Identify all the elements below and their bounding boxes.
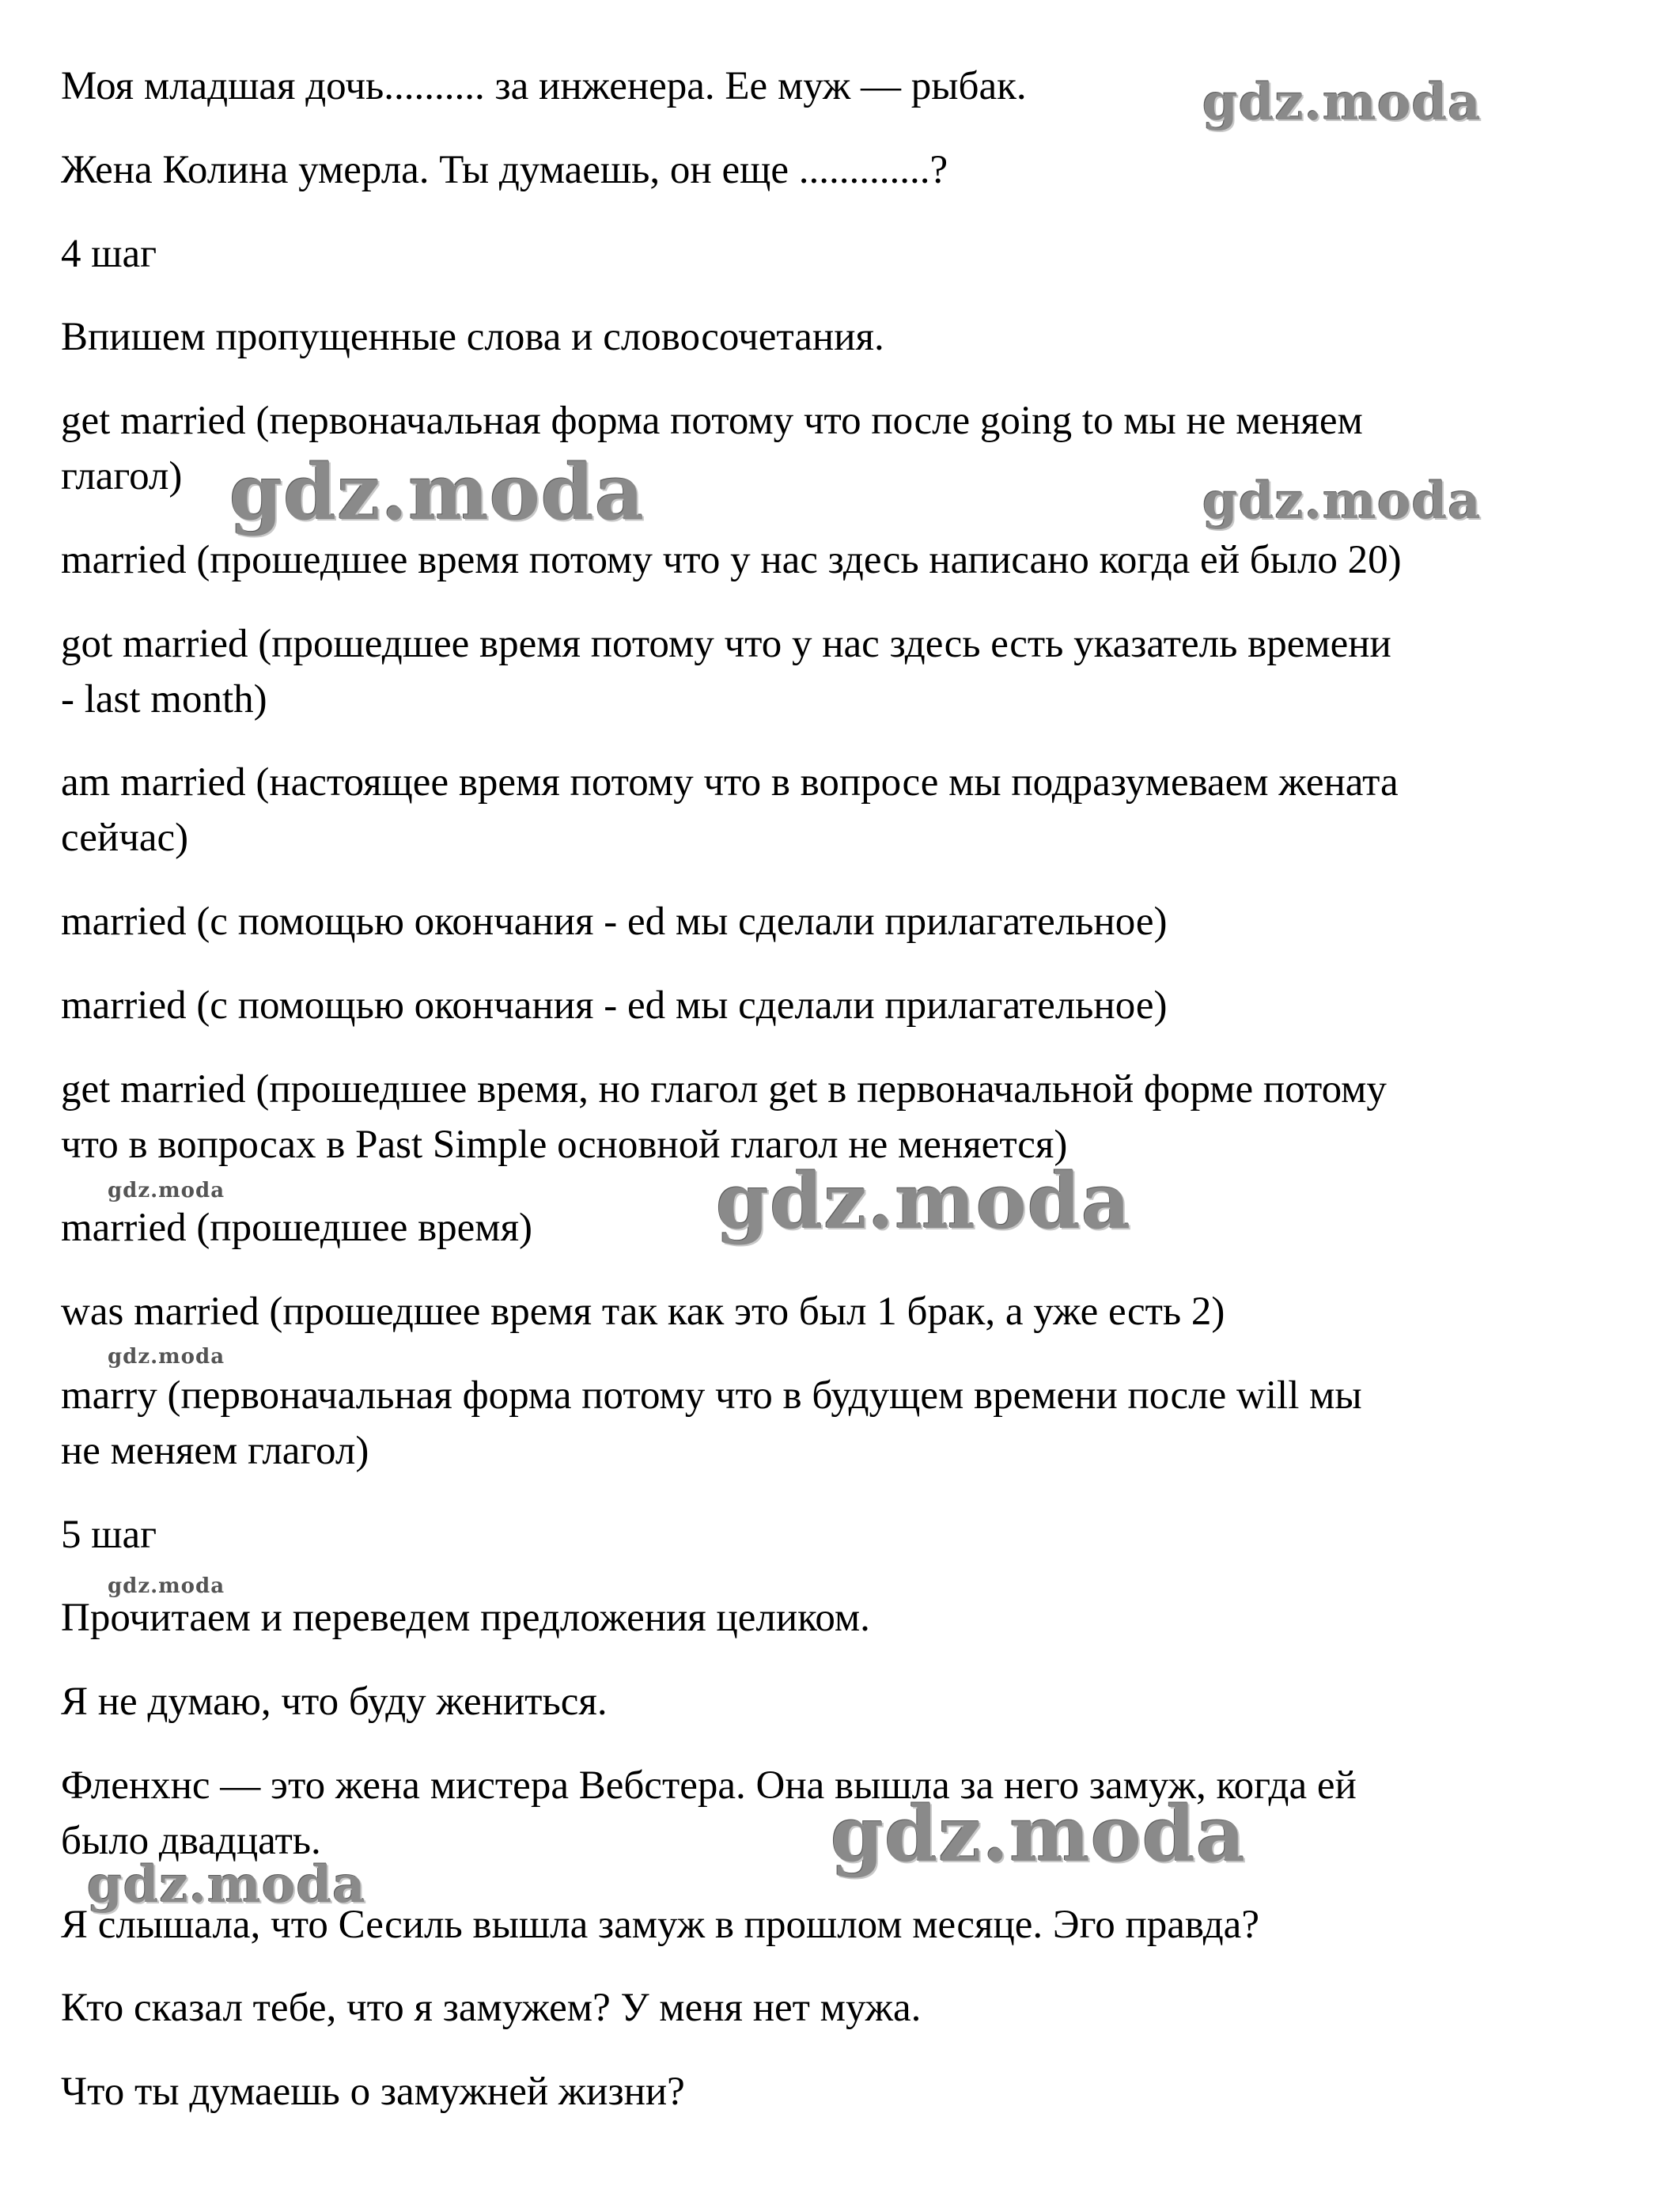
- translation-line-continued: было двадцать.: [61, 1819, 321, 1863]
- answer-line: got married (прошедшее время потому что у нас здесь есть указатель времени: [61, 622, 1391, 666]
- translation-line: Что ты думаешь о замужней жизни?: [61, 2070, 685, 2114]
- answer-line: am married (настоящее время потому что в вопросе мы подразумеваем жената: [61, 760, 1399, 805]
- answer-line: married (прошедшее время потому что у нас здесь написано когда ей было 20): [61, 538, 1402, 582]
- translation-line: Фленхнс — это жена мистера Вебстера. Она вышла за него замуж, когда ей: [61, 1763, 1357, 1808]
- translation-line: Я слышала, что Сесиль вышла замуж в прошлом месяце. Эго правда?: [61, 1903, 1259, 1947]
- step-heading: 4 шаг: [61, 232, 157, 276]
- answer-line-continued: не меняем глагол): [61, 1429, 369, 1473]
- watermark-logo: gdz.moda: [108, 1179, 225, 1203]
- watermark-logo: gdz.moda: [108, 1574, 225, 1598]
- answer-line-continued: что в вопросах в Past Simple основной глагол не меняется): [61, 1123, 1068, 1167]
- translation-line: Я не думаю, что буду жениться.: [61, 1680, 608, 1724]
- answer-line: was married (прошедшее время так как это был 1 брак, а уже есть 2): [61, 1290, 1225, 1334]
- watermark-logo: gdz.moda: [1202, 73, 1482, 132]
- text-line: Моя младшая дочь.......... за инженера. Ее муж — рыбак.: [61, 64, 1027, 108]
- answer-line: married (с помощью окончания - ed мы сделали прилагательное): [61, 900, 1168, 944]
- text-line: Жена Колина умерла. Ты думаешь, он еще .............?: [61, 148, 948, 192]
- watermark-logo: gdz.moda: [108, 1345, 225, 1369]
- watermark-logo: gdz.moda: [1202, 472, 1482, 531]
- answer-line-continued: сейчас): [61, 816, 189, 860]
- watermark-logo: gdz.moda: [716, 1157, 1132, 1246]
- watermark-logo: gdz.moda: [87, 1855, 366, 1915]
- answer-line: married (с помощью окончания - ed мы сделали прилагательное): [61, 983, 1168, 1028]
- text-line: Прочитаем и переведем предложения целиком.: [61, 1596, 870, 1640]
- step-heading: 5 шаг: [61, 1513, 157, 1557]
- answer-line-continued: - last month): [61, 677, 267, 722]
- answer-line: marry (первоначальная форма потому что в будущем времени после will мы: [61, 1373, 1362, 1418]
- text-line: Впишем пропущенные слова и словосочетания.: [61, 315, 884, 359]
- translation-line: Кто сказал тебе, что я замужем? У меня нет мужа.: [61, 1986, 922, 2030]
- answer-line: get married (первоначальная форма потому что после going to мы не меняем: [61, 399, 1363, 443]
- watermark-logo: gdz.moda: [229, 448, 645, 537]
- answer-line: get married (прошедшее время, но глагол get в первоначальной форме потому: [61, 1067, 1387, 1112]
- answer-line-continued: глагол): [61, 454, 183, 498]
- answer-line: married (прошедшее время): [61, 1206, 533, 1250]
- watermark-logo: gdz.moda: [831, 1790, 1247, 1879]
